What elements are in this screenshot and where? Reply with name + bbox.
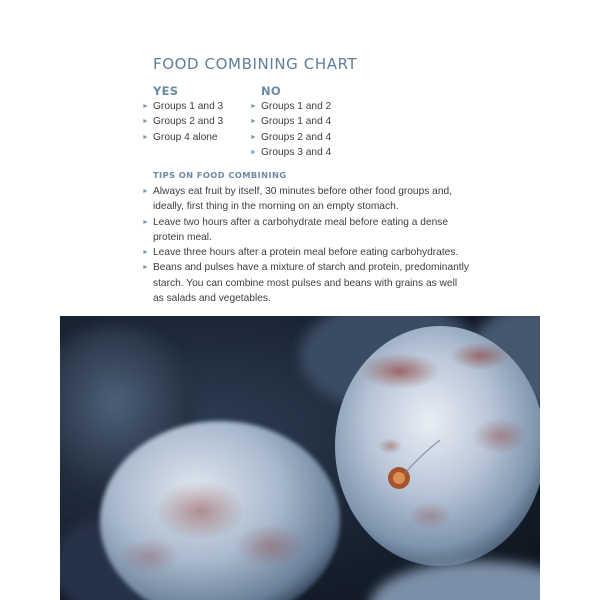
plums-photo — [60, 316, 540, 600]
triangle-bullet-icon: ► — [142, 118, 149, 126]
no-heading: NO — [261, 84, 282, 98]
yes-list — [140, 99, 250, 145]
no-list — [248, 99, 358, 160]
triangle-bullet-icon: ► — [250, 148, 257, 156]
triangle-bullet-icon: ► — [250, 103, 257, 110]
triangle-bullet-icon: ► — [142, 218, 149, 226]
yes-heading: YES — [153, 84, 179, 98]
triangle-bullet-icon: ► — [142, 188, 149, 195]
tips-list — [140, 184, 470, 306]
triangle-bullet-icon: ► — [142, 103, 149, 110]
triangle-bullet-icon: ► — [142, 264, 149, 272]
list-item: ► Groups 1 and 3 — [140, 99, 250, 114]
tip-item: ► Leave three hours after a protein meal before eating carbohydrates. — [140, 245, 470, 260]
triangle-bullet-icon: ► — [250, 133, 257, 141]
list-item: ► Groups 3 and 4 — [248, 145, 358, 160]
yes-column — [140, 83, 250, 145]
triangle-bullet-icon: ► — [142, 249, 149, 257]
list-item: ► Groups 1 and 2 — [248, 99, 358, 114]
background-plum — [370, 561, 540, 600]
tip-item: ► Beans and pulses have a mixture of starch and protein, predominantly starch. You can combine most pulses and beans with grains as well as salads and vegetables. — [142, 262, 469, 305]
page-title: FOOD COMBINING CHART — [153, 55, 358, 73]
list-item: ► Groups 2 and 3 — [140, 114, 250, 129]
list-item: ► Groups 1 and 4 — [248, 114, 358, 129]
plums-illustration — [60, 316, 540, 600]
list-item: ► Group 4 alone — [140, 130, 250, 145]
tips-heading: TIPS ON FOOD COMBINING — [153, 170, 287, 180]
triangle-bullet-icon: ► — [250, 118, 257, 126]
triangle-bullet-icon: ► — [142, 133, 149, 141]
plum-right — [335, 326, 540, 566]
tip-item: ► Always eat fruit by itself, 30 minutes before other food groups and, ideally, first thing in the morning on an empty stomach. — [142, 186, 452, 213]
list-item: ► Groups 2 and 4 — [248, 130, 358, 145]
no-column — [248, 83, 358, 160]
tip-item: ► Leave two hours after a carbohydrate meal before eating a dense protein meal. — [142, 216, 449, 243]
